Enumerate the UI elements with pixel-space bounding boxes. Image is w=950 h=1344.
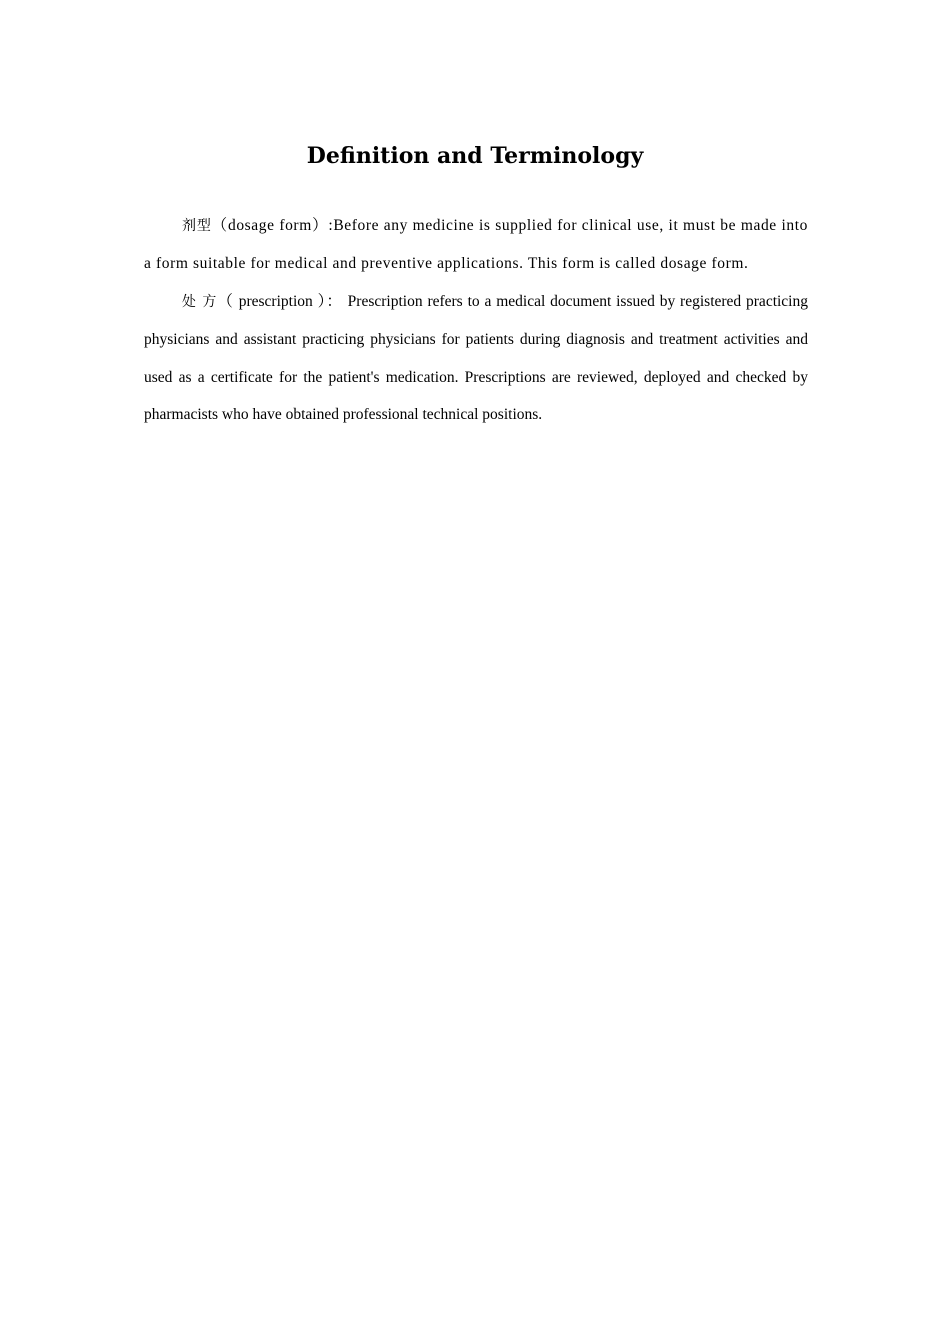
term-chinese: 剂型: [182, 218, 212, 234]
definition-paragraph-dosage-form: [144, 207, 808, 283]
definition-paragraph-prescription: [144, 283, 808, 434]
term-english: （dosage form）: [211, 217, 329, 234]
page-title: Definition and Terminology: [306, 143, 644, 169]
term-chinese: 处 方: [182, 293, 218, 310]
term-english: （ prescription ）：: [217, 292, 343, 310]
definition-text: :Before any medicine is supplied for clinical use, it must be made into a form suitable for medical and preventive applications. This form is called dosage form.: [144, 217, 809, 273]
definition-text: Prescription refers to a medical document issued by registered practicing physicians and assistant practicing physicians for patients during diagnosis and treatment activities and used as a certificate for the patient's medication. Prescriptions are reviewed, deployed and checked by pharmacists who have obtained professional technical positions.: [144, 292, 808, 424]
document-body: [144, 207, 808, 433]
